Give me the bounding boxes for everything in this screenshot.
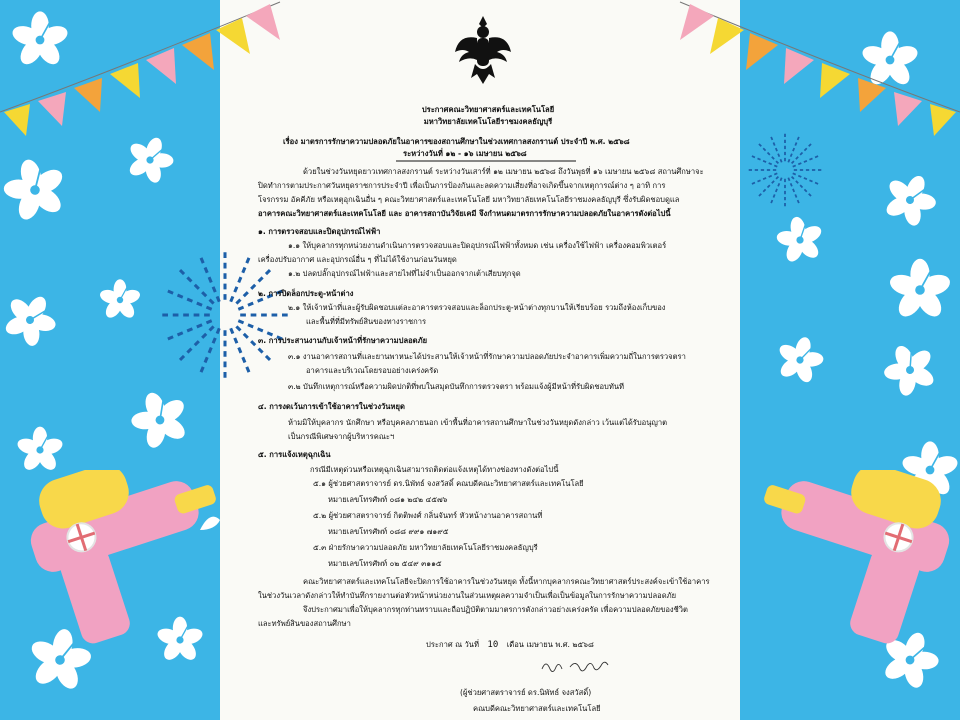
hibiscus-icon: [874, 335, 945, 405]
closing-line: คณะวิทยาศาสตร์และเทคโนโลยีจะปิดการใช้อาคารในช่วงวันหยุด ทั้งนี้หากบุคลากรคณะวิทยาศาสตร์ประสงค์จะเข้าใช้อาคาร: [303, 577, 710, 586]
section-text: ๑.๒ ปลดปลั๊กอุปกรณ์ไฟฟ้าและสายไฟที่ไม่จำเป็นออกจากเต้าเสียบทุกจุด: [288, 269, 521, 278]
contact-name: ๕.๒ ผู้ช่วยศาสตราจารย์ กิตติพงศ์ กลิ่นจันทร์ หัวหน้างานอาคารสถานที่: [313, 511, 543, 520]
section-text: กรณีมีเหตุด่วนหรือเหตุฉุกเฉินสามารถติดต่อแจ้งเหตุได้ทางช่องทางดังต่อไปนี้: [310, 465, 559, 474]
signature-mark: [538, 657, 618, 675]
section-text: ๓.๑ งานอาคารสถานที่และยานพาหนะได้ประสานให้เจ้าหน้าที่รักษาความปลอดภัยประจำอาคารเพิ่มความถี่ในการตรวจตรา: [288, 352, 686, 361]
signer-title: คณบดีคณะวิทยาศาสตร์และเทคโนโลยี: [473, 704, 601, 713]
contact-name: ๕.๑ ผู้ช่วยศาสตราจารย์ ดร.นิพัทธ์ จงสวัสดิ์ คณบดีคณะวิทยาศาสตร์และเทคโนโลยี: [313, 479, 584, 488]
hibiscus-icon: [122, 383, 198, 457]
announce-mid: เดือน: [506, 640, 524, 649]
section-text: ๓.๒ บันทึกเหตุการณ์หรือความผิดปกติที่พบในสมุดบันทึกการตรวจตรา พร้อมแจ้งผู้มีหน้าที่รับผิดชอบทันที: [288, 382, 625, 391]
garuda-emblem-icon: [453, 14, 513, 90]
intro-line: ด้วยในช่วงวันหยุดยาวเทศกาลสงกรานต์ ระหว่างวันเสาร์ที่ ๑๒ เมษายน ๒๕๖๘ ถึงวันพุธที่ ๑๖ เมษายน ๒๕๖๘ สถานศึกษาจะ: [303, 167, 704, 176]
section-title: ๑. การตรวจสอบและปิดอุปกรณ์ไฟฟ้า: [258, 227, 381, 236]
intro-line: อาคารคณะวิทยาศาสตร์และเทคโนโลยี และ อาคารสถาบันวิจัยเคมี จึงกำหนดมาตรการรักษาความปลอดภัยในอาคารดังต่อไปนี้: [258, 209, 671, 218]
contact-phone: หมายเลขโทรศัพท์ ๐๘๑ ๒๔๒ ๔๕๗๖: [328, 495, 448, 504]
signer-name: (ผู้ช่วยศาสตราจารย์ ดร.นิพัทธ์ จงสวัสดิ์): [460, 688, 592, 697]
closing-line: ในช่วงวันเวลาดังกล่าวให้ทำบันทึกรายงานต่อหัวหน้าหน่วยงานในส่วนเหตุผลความจำเป็นเพื่อเป็นข้อมูลในการรักษาความปลอดภัย: [258, 591, 677, 600]
hibiscus-icon: [887, 259, 952, 321]
period: ระหว่างวันที่ ๑๒ - ๑๖ เมษายน ๒๕๖๘: [403, 149, 527, 158]
hibiscus-icon: [770, 331, 829, 389]
contact-phone: หมายเลขโทรศัพท์ ๐๒ ๕๔๙ ๓๑๑๕: [328, 559, 442, 568]
announce-date: [426, 640, 594, 650]
hibiscus-icon: [0, 284, 67, 356]
announce-prefix: ประกาศ ณ วันที่: [426, 640, 479, 649]
section-title: ๒. การปิดล็อกประตู-หน้าต่าง: [258, 289, 354, 298]
hibiscus-icon: [772, 213, 828, 267]
section-text: อาคารและบริเวณโดยรอบอย่างเคร่งครัด: [306, 366, 439, 375]
section-text: ๑.๑ ให้บุคลากรทุกหน่วยงานดำเนินการตรวจสอบและปิดอุปกรณ์ไฟฟ้าทั้งหมด เช่น เครื่องใช้ไฟฟ้า เครื่องคอมพิวเตอร์: [288, 241, 667, 250]
section-title: ๔. การงดเว้นการเข้าใช้อาคารในช่วงวันหยุด: [258, 402, 405, 411]
section-title: ๕. การแจ้งเหตุฉุกเฉิน: [258, 450, 331, 459]
contact-phone: หมายเลขโทรศัพท์ ๐๘๘ ๙๙๑ ๗๑๙๕: [328, 527, 449, 536]
subject: เรื่อง มาตรการรักษาความปลอดภัยในอาคารของสถานศึกษาในช่วงเทศกาลสงกรานต์ ประจำปี พ.ศ. ๒๕๖๘: [283, 137, 630, 146]
water-gun-icon: [760, 470, 960, 690]
header-line1: ประกาศคณะวิทยาศาสตร์และเทคโนโลยี: [421, 105, 555, 114]
contact-name: ๕.๓ ฝ่ายรักษาความปลอดภัย มหาวิทยาลัยเทคโนโลยีราชมงคลธัญบุรี: [313, 543, 538, 552]
section-text: และพื้นที่ที่มีทรัพย์สินของทางราชการ: [306, 317, 427, 326]
announce-day: 10: [487, 640, 499, 650]
intro-line: ปิดทำการตามประกาศวันหยุดราชการประจำปี เพื่อเป็นการป้องกันและลดความเสี่ยงที่อาจเกิดขึ้นจากเหตุการณ์ต่าง ๆ อาทิ การ: [258, 181, 666, 190]
section-text: เครื่องปรับอากาศ และอุปกรณ์อื่น ๆ ที่ไม่ได้ใช้งานก่อนวันหยุด: [258, 255, 457, 264]
intro-line: โจรกรรม อัคคีภัย หรือเหตุอุกเฉินอื่น ๆ คณะวิทยาศาสตร์และเทคโนโลยี มหาวิทยาลัยเทคโนโลยีราชมงคลธัญบุรี ซึ่งรับผิดชอบดูแล: [258, 195, 680, 204]
hibiscus-icon: [874, 165, 945, 235]
section-text: เป็นกรณีพิเศษจากผู้บริหารคณะฯ: [288, 432, 395, 441]
water-gun-icon: [0, 470, 230, 690]
section-title: ๓. การประสานงานกับเจ้าหน้าที่รักษาความปลอดภัย: [258, 336, 428, 345]
section-text: ๒.๑ ให้เจ้าหน้าที่และผู้รับผิดชอบแต่ละอาคารตรวจสอบและล็อกประตู-หน้าต่างทุกบานให้เรียบร้อย รวมถึงห้องเก็บของ: [288, 303, 666, 312]
firework-icon: [740, 125, 830, 215]
announcement-document: [228, 0, 748, 720]
closing-line: จึงประกาศมาเพื่อให้บุคลากรทุกท่านทราบและถือปฏิบัติตามมาตรการดังกล่าวอย่างเคร่งครัด เพื่อความปลอดภัยของชีวิต: [303, 605, 688, 614]
hibiscus-icon: [16, 427, 65, 474]
closing-line: และทรัพย์สินของสถานศึกษา: [258, 619, 351, 628]
header-line2: มหาวิทยาลัยเทคโนโลยีราชมงคลธัญบุรี: [423, 117, 553, 126]
announce-month: เมษายน พ.ศ. ๒๕๖๘: [526, 640, 594, 649]
hibiscus-icon: [98, 279, 142, 320]
section-text: ห้ามมิให้บุคลากร นักศึกษา หรือบุคคลภายนอก เข้าพื้นที่อาคารสถานศึกษาในช่วงวันหยุดดังกล่าว เว้นแต่ได้รับอนุญาต: [288, 418, 668, 427]
divider: [396, 160, 576, 163]
